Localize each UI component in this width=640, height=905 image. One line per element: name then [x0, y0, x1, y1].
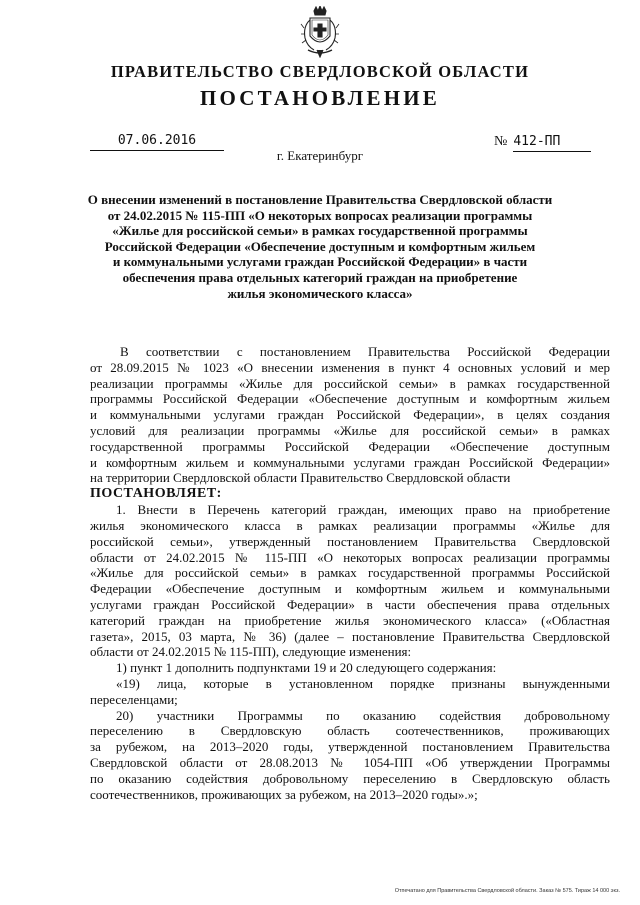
title-line: жилья экономического класса» [227, 285, 413, 301]
preamble-line: на территории Свердловской области Правительство Свердловской области [90, 470, 511, 486]
subpoint-20-line: переселению в Свердловскую область соотечественников, проживающих [90, 723, 610, 739]
subpoint-20-line: по оказанию содействия добровольному переселению в Свердловскую область [90, 770, 610, 786]
item1-line: области от 24.02.2015 № 115-ПП «О некоторых вопросах реализации программы [90, 549, 610, 565]
document-body [90, 344, 610, 802]
preamble-line: реализации программы «Жилье для российской семьи» в рамках государственной [90, 375, 610, 391]
item1-line: жилья экономического класса в рамках реализации программы «Жилье для [90, 517, 610, 533]
preamble-line: и комфортным жильем и коммунальными услугами граждан Российской Федерации» [90, 454, 610, 470]
item1-line: российской семьи», утвержденный постановлением Правительства Свердловской [90, 533, 610, 549]
subpoint-19-line: переселенцами; [90, 691, 178, 707]
title-line: «Жилье для российской семьи» в рамках государственной программы [112, 223, 528, 239]
subpoint-20-line: соотечественников, проживающих за рубежом, на 2013–2020 годы».»; [90, 786, 478, 802]
subpoint-20-line: за рубежом, на 2013–2020 годы, утвержденной постановлением Правительства [90, 739, 610, 755]
coat-of-arms-emblem [300, 6, 340, 58]
item1-line: газета», 2015, 03 марта, № 36) (далее – постановление Правительства Свердловской [90, 628, 610, 644]
document-title [60, 192, 580, 301]
subpoint-20-line: 20) участники Программы по оказанию содействия добровольному [116, 707, 610, 723]
item1-line: услугами граждан Российской Федерации» в части обеспечения права отдельных [90, 596, 610, 612]
resolves-heading: ПОСТАНОВЛЯЕТ: [90, 486, 222, 502]
document-type: ПОСТАНОВЛЕНИЕ [199, 86, 441, 110]
title-line: от 24.02.2015 № 115-ПП «О некоторых вопросах реализации программы [107, 207, 533, 223]
city: г. Екатеринбург [276, 148, 364, 163]
preamble-line: от 28.09.2015 № 1023 «О внесении изменения в пункт 4 основных условий и мер [90, 359, 610, 375]
item1-line: Федерации «Обеспечение доступным и комфортным жильем и коммунальными [90, 581, 610, 597]
organization-name: ПРАВИТЕЛЬСТВО СВЕРДЛОВСКОЙ ОБЛАСТИ [110, 62, 530, 81]
document-date: 07.06.2016 [90, 132, 224, 151]
item1-line: категорий граждан на приобретение жилья экономического класса» («Областная [90, 612, 610, 628]
subpoint-19-line: «19) лица, которые в установленном порядке признаны вынужденными [116, 675, 610, 691]
title-line: обеспечения права отдельных категорий граждан на приобретение [122, 269, 518, 285]
preamble-line: программы Российской Федерации «Обеспечение доступным и комфортным жильем [90, 391, 610, 407]
preamble-line: условий для реализации программы «Жилье для российской семьи» в рамках [90, 422, 610, 438]
title-line: и коммунальными услугами граждан Российской Федерации» в части [112, 254, 528, 270]
print-footer-note: Отпечатано для Правительства Свердловской области. Заказ № 575. Тираж 14 000 экз. [394, 888, 620, 894]
item1-line: области от 24.02.2015 № 115-ПП), следующие изменения: [90, 644, 412, 660]
document-number: 412-ПП [513, 133, 591, 152]
item1-line: 1. Внести в Перечень категорий граждан, имеющих право на приобретение [116, 502, 610, 518]
number-sign: № [494, 134, 508, 149]
preamble-line: и коммунальными услугами граждан Российской Федерации», в целях создания [90, 407, 610, 423]
item1-line: «Жилье для российской семьи» в рамках государственной программы Российской [90, 565, 610, 581]
subpoint-20-line: Свердловской области от 28.08.2013 № 1054-ПП «Об утверждении Программы [90, 754, 610, 770]
title-line: Российской Федерации «Обеспечение доступным и комфортным жильем [104, 238, 536, 254]
subitem-1: 1) пункт 1 дополнить подпунктами 19 и 20 следующего содержания: [116, 660, 497, 676]
title-line: О внесении изменений в постановление Правительства Свердловской области [87, 192, 553, 207]
preamble-line: В соответствии с постановлением Правительства Российской Федерации [120, 344, 610, 359]
preamble-line: государственной программы Российской Федерации «Обеспечение доступным [90, 438, 610, 454]
